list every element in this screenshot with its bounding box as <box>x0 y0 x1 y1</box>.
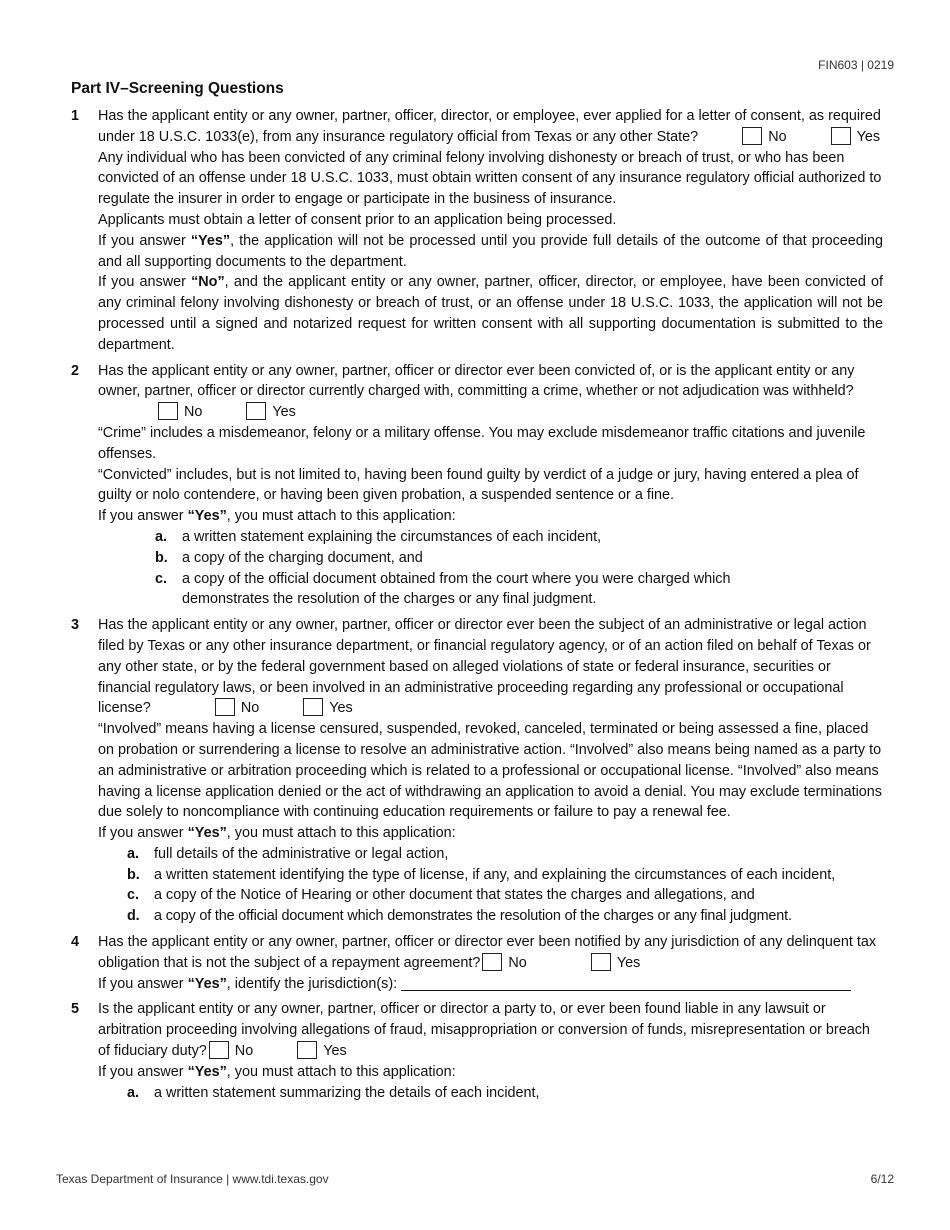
attachment-list <box>98 844 883 927</box>
form-id: FIN603 | 0219 <box>818 58 894 72</box>
list-item: a. full details of the administrative or legal action, <box>127 845 449 862</box>
no-label: No <box>184 404 203 421</box>
question-number: 1 <box>71 108 80 124</box>
paragraph: Applicants must obtain a letter of consent prior to an application being processed. <box>98 211 617 228</box>
no-label: No <box>508 954 527 971</box>
paragraph: If you answer “Yes”, you must attach to this application: <box>98 825 456 842</box>
no-checkbox[interactable] <box>158 402 178 420</box>
yes-checkbox[interactable] <box>297 1041 317 1059</box>
question-text: Has the applicant entity or any owner, partner, officer or director ever been the subject of an administrative or legal action filed by Texas or any other insurance department, or financial regulatory agency, or of an action filed on behalf of Texas or any other state, or by the federal government based on alleged violations of state or federal insurance, securities or financial regulatory laws, or been involved in an administrative proceeding regarding any professional or occupational license? No Yes <box>98 617 871 717</box>
yes-checkbox[interactable] <box>303 698 323 716</box>
paragraph: Any individual who has been convicted of any criminal felony involving dishonesty or breach of trust, or who has been convicted of an offense under 18 U.S.C. 1033, must obtain written consent of any insurance regulatory official authorized to regulate the insurer in order to engage or participate in the business of insurance. <box>98 149 882 208</box>
yes-label: Yes <box>323 1043 347 1060</box>
no-checkbox[interactable] <box>742 127 762 145</box>
list-item: b. a written statement identifying the type of license, if any, and explaining the circumstances of each incident, <box>127 866 836 883</box>
no-label: No <box>768 128 787 145</box>
question-text: Has the applicant entity or any owner, partner, officer or director ever been convicted of, or is the applicant entity or any owner, partner, officer or director currently charged with, committing a crime, whether or not adjudication was withheld? No Yes <box>98 362 855 421</box>
footer-organization: Texas Department of Insurance | www.tdi.texas.gov <box>56 1172 329 1186</box>
paragraph: If you answer “Yes”, the application will not be processed until you provide full details of the outcome of that proceeding and all supporting documents to the department. <box>98 232 883 270</box>
list-item: d. a copy of the official document which demonstrates the resolution of the charges or any final judgment. <box>127 908 792 925</box>
yes-label: Yes <box>272 404 296 421</box>
question-text: Has the applicant entity or any owner, partner, officer, director, or employee, ever applied for a letter of consent, as required under 18 U.S.C. 1033(e), from any insurance regulatory official from Texas or any other State? No Yes <box>98 108 881 145</box>
paragraph: If you answer “Yes”, you must attach to this application: <box>98 508 456 525</box>
page-number: 6/12 <box>870 1172 894 1186</box>
no-checkbox[interactable] <box>209 1041 229 1059</box>
yes-label: Yes <box>329 700 353 717</box>
list-item: c. a copy of the Notice of Hearing or other document that states the charges and allegations, and <box>127 887 755 904</box>
questions <box>71 106 883 1108</box>
paragraph: “Convicted” includes, but is not limited to, having been found guilty by verdict of a judge or jury, having entered a plea of guilty or nolo contendere, or having been given probation, a suspended sentence or a fine. <box>98 466 859 504</box>
question-3 <box>71 615 883 927</box>
no-label: No <box>234 1043 254 1060</box>
question-2 <box>71 361 883 611</box>
question-4 <box>71 932 883 994</box>
question-number: 4 <box>71 934 80 951</box>
yes-checkbox[interactable] <box>591 953 611 971</box>
paragraph: If you answer “Yes”, identify the jurisdiction(s): <box>98 974 883 995</box>
paragraph: If you answer “Yes”, you must attach to this application: <box>98 1063 456 1080</box>
attachment-list <box>98 527 883 610</box>
paragraph: “Involved” means having a license censured, suspended, revoked, canceled, terminated or being assessed a fine, placed on probation or surrendering a license to resolve an administrative action. “Involved” also means being named as a party to an administrative or arbitration proceeding which is related to a professional or occupational license. “Involved” also means having a license application denied or the act of withdrawing an application to avoid a denial. You may exclude terminations due solely to noncompliance with continuing education requirements or failure to pay a renewal fee. <box>98 721 882 821</box>
yes-checkbox[interactable] <box>246 402 266 420</box>
question-number: 5 <box>71 1001 80 1018</box>
list-item: a. a written statement summarizing the details of each incident, <box>127 1084 540 1101</box>
question-number: 2 <box>71 362 80 379</box>
attachment-list <box>98 1083 883 1104</box>
question-text: Has the applicant entity or any owner, partner, officer or director ever been notified by any jurisdiction of any delinquent tax obligation that is not the subject of a repayment agreement? No Yes <box>98 934 877 971</box>
yes-label: Yes <box>616 954 641 971</box>
question-1 <box>71 106 883 356</box>
no-checkbox[interactable] <box>482 953 502 971</box>
list-item: b. a copy of the charging document, and <box>155 549 423 566</box>
no-label: No <box>240 700 260 717</box>
yes-checkbox[interactable] <box>831 127 851 145</box>
part-title: Part IV–Screening Questions <box>71 80 284 97</box>
no-checkbox[interactable] <box>215 698 235 716</box>
list-item: a. a written statement explaining the circumstances of each incident, <box>155 528 602 545</box>
jurisdiction-input[interactable] <box>401 976 851 991</box>
list-item: c. a copy of the official document obtained from the court where you were charged which demonstrates the resolution of the charges or any final judgment. <box>155 570 731 608</box>
question-text: Is the applicant entity or any owner, partner, officer or director a party to, or ever been found liable in any lawsuit or arbitration proceeding involving allegations of fraud, misappropriation or conversion of funds, misrepresentation or breach of fiduciary duty? No Yes <box>98 1001 870 1060</box>
question-5 <box>71 999 883 1103</box>
question-number: 3 <box>71 617 80 634</box>
paragraph: “Crime” includes a misdemeanor, felony or a military offense. You may exclude misdemeanor traffic citations and juvenile offenses. <box>98 424 866 462</box>
yes-label: Yes <box>856 128 881 145</box>
paragraph: If you answer “No”, and the applicant entity or any owner, partner, officer, director, or employee, have been convicted of any criminal felony involving dishonesty or breach of trust, or an offense under 18 U.S.C. 1033, the application will not be processed until a signed and notarized request for written consent with all supporting documentation is submitted to the department. <box>98 274 883 353</box>
